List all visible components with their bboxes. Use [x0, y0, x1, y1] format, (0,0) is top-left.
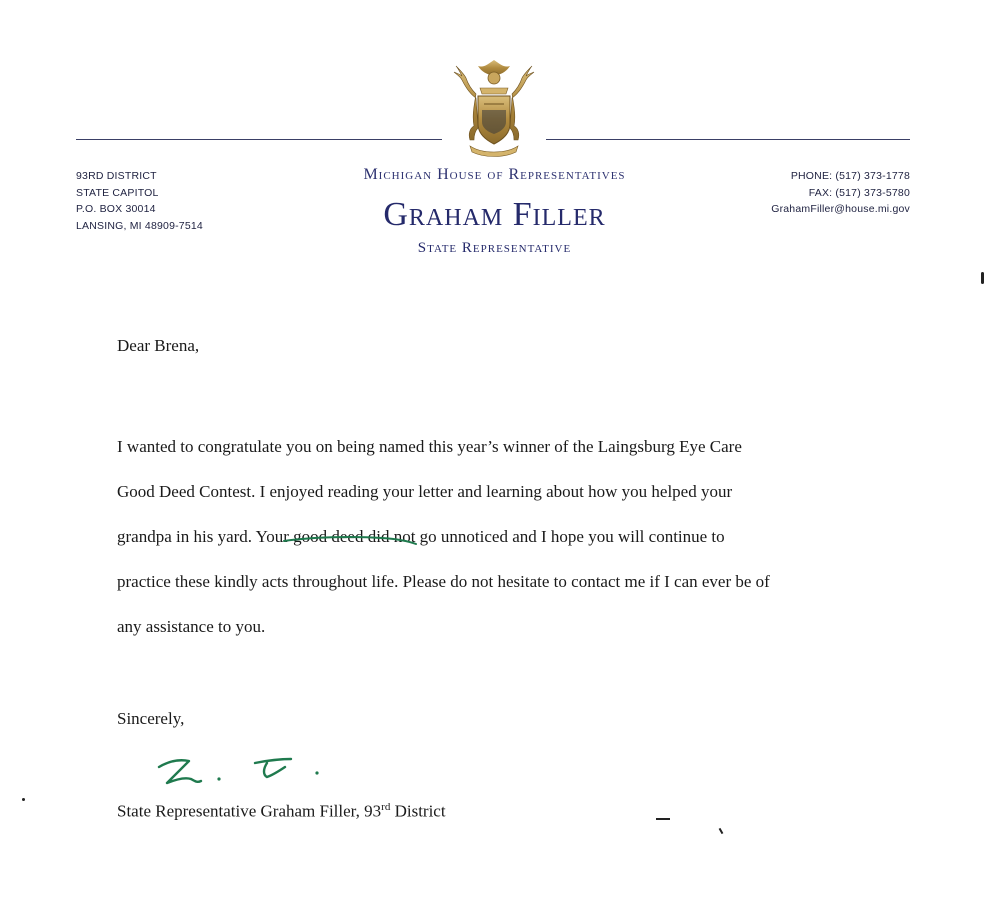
phone-line: PHONE: (517) 373-1778 [790, 170, 910, 182]
closing: Sincerely, [117, 709, 185, 728]
address-line: LANSING, MI 48909-7514 [76, 219, 203, 232]
letter-body [117, 424, 877, 649]
signer-line [117, 801, 446, 822]
michigan-state-seal-icon [444, 54, 544, 160]
body-line: grandpa in his yard. Your good deed did not go unnoticed and I hope you will continue to [117, 527, 725, 546]
handwritten-signature [155, 753, 330, 793]
fax-line: FAX: (517) 373-5780 [808, 186, 910, 199]
address-line: 93RD DISTRICT [76, 170, 157, 182]
header-rule-right [546, 139, 910, 140]
email-line: GrahamFiller@house.mi.gov [771, 203, 910, 215]
scan-speck [656, 818, 670, 820]
header-rule-left [76, 139, 442, 140]
scan-speck [22, 798, 25, 801]
body-line: I wanted to congratulate you on being named this year’s winner of the Laingsburg Eye Care [117, 437, 742, 456]
signer-district: District [390, 801, 446, 821]
contact-info [771, 168, 910, 218]
address-line: P.O. BOX 30014 [76, 203, 156, 215]
scan-speck [981, 272, 984, 284]
body-line: Good Deed Contest. I enjoyed reading your letter and learning about how you helped your [117, 482, 733, 501]
scan-speck [719, 828, 724, 834]
signer-ordinal: rd [381, 801, 391, 813]
salutation: Dear Brena, [117, 336, 200, 355]
body-line: practice these kindly acts throughout life. Please do not hesitate to contact me if I can ever be of [117, 572, 770, 591]
signer-name: State Representative Graham Filler, 93 [117, 801, 382, 821]
representative-title: State Representative [417, 240, 572, 256]
address-line: STATE CAPITOL [76, 186, 159, 199]
handwritten-underline [282, 535, 422, 547]
body-line: any assistance to you. [117, 617, 266, 636]
representative-name: Graham Filler [383, 196, 606, 233]
organization-name: Michigan House of Representatives [363, 166, 626, 183]
